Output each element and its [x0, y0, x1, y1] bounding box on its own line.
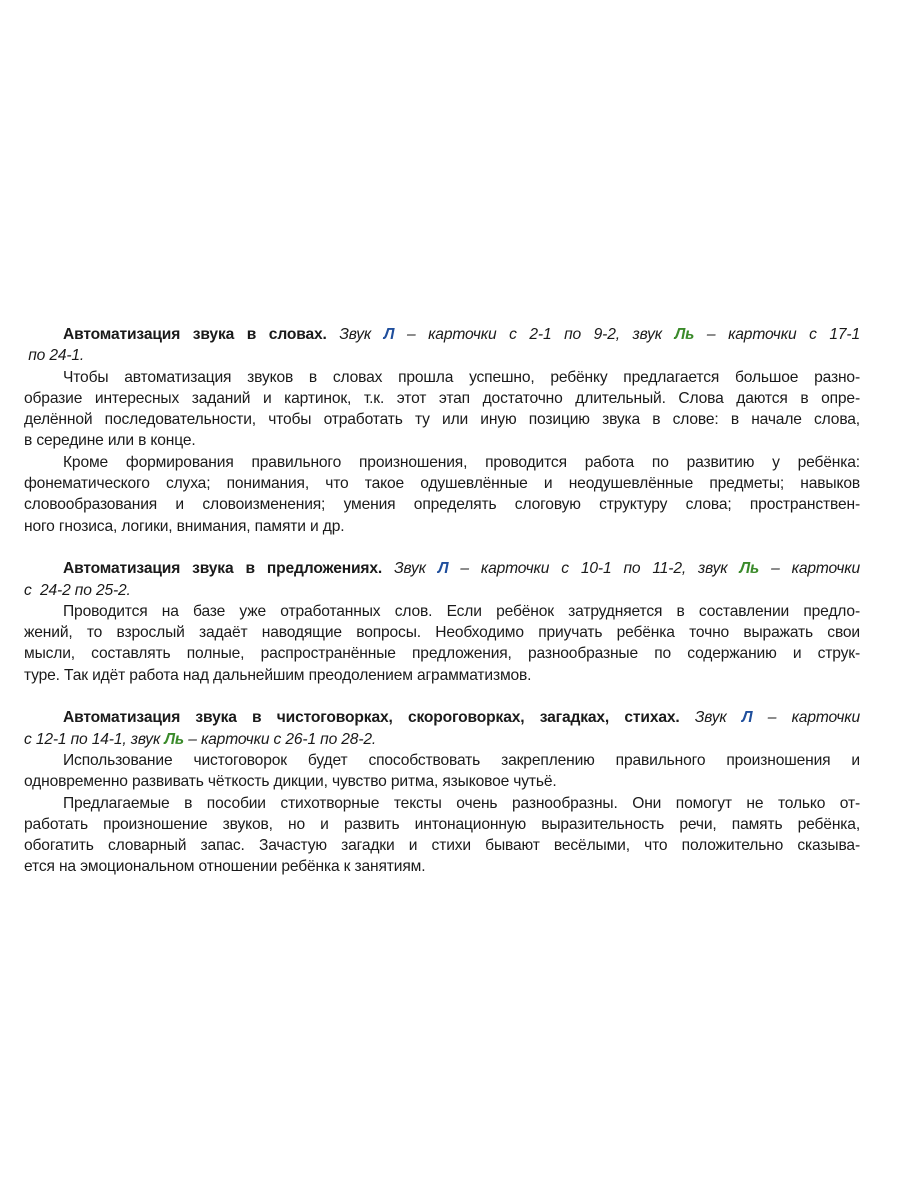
heading-text: – карточки — [767, 709, 860, 727]
text-line: работать произношение звуков, но и развить интонационную выразительность речи, память ребёнка, — [24, 815, 860, 833]
text-line: делённой последовательности, чтобы отработать ту или иную позицию звука в слове: в начале слова, — [24, 411, 860, 429]
section-heading — [24, 558, 860, 579]
sound-l: Л — [437, 560, 449, 578]
heading-title: Автоматизация звука в словах. — [63, 326, 327, 343]
heading-text: – карточки — [771, 560, 861, 578]
text-line: ется на эмоциональном отношении ребёнка к занятиям. — [24, 858, 426, 876]
sound-l-soft: Ль — [674, 326, 695, 343]
text-line: ного гнозиса, логики, внимания, памяти и др. — [24, 517, 345, 535]
text-line: Чтобы автоматизация звуков в словах прошла успешно, ребёнку предлагается большое разно- — [63, 368, 860, 386]
heading-text: Звук — [694, 709, 727, 727]
section-poems — [24, 707, 860, 877]
heading-title: Автоматизация звука в предложениях. — [63, 560, 383, 578]
text-line: туре. Так идёт работа над дальнейшим преодолением аграмматизмов. — [24, 666, 532, 684]
text-line: образие интересных заданий и картинок, т.к. этот этап достаточно длительный. Слова даются в опре- — [24, 389, 860, 407]
sound-l-soft: Ль — [164, 730, 185, 748]
text-line: одновременно развивать чёткость дикции, чувство ритма, языковое чутьё. — [24, 773, 557, 791]
heading-title: Автоматизация звука в чистоговорках, скороговорках, загадках, стихах. — [63, 709, 680, 727]
text-line: Проводится на базе уже отработанных слов. Если ребёнок затрудняется в составлении предло- — [63, 602, 860, 620]
heading-text: по 24-1. — [28, 347, 85, 365]
paragraph — [24, 452, 860, 537]
heading-text: Звук — [339, 326, 372, 343]
text-line: словообразования и словоизменения; умения определять слоговую структуру слова; пространствен- — [24, 496, 860, 514]
paragraphs — [24, 750, 860, 878]
paragraph — [24, 750, 860, 793]
text-line: фонематического слуха; понимания, что такое одушевлённые и неодушевлённые предметы; навыков — [24, 475, 860, 493]
text-line: Предлагаемые в пособии стихотворные тексты очень разнообразны. Они помогут не только от- — [63, 794, 860, 812]
section-sentences — [24, 558, 860, 686]
section-heading-cont — [24, 580, 860, 601]
heading-text: с 12-1 по 14-1, звук — [24, 730, 161, 748]
sound-l-soft: Ль — [739, 560, 760, 578]
text-line: Кроме формирования правильного произношения, проводится работа по развитию у ребёнка: — [63, 453, 860, 471]
sound-l: Л — [741, 709, 753, 727]
paragraph — [24, 601, 860, 686]
paragraphs — [24, 367, 860, 537]
section-heading-cont — [24, 729, 860, 750]
heading-text: с 24-2 по 25-2. — [24, 581, 131, 599]
paragraph — [24, 793, 860, 878]
section-heading — [24, 707, 860, 728]
heading-text: – карточки с 17-1 — [706, 326, 860, 343]
text-line: жений, то взрослый задаёт наводящие вопросы. Необходимо приучать ребёнка точно выражать свои — [24, 624, 860, 642]
text-line: в середине или в конце. — [24, 432, 196, 450]
sound-l: Л — [383, 326, 395, 343]
heading-text: – карточки с 10-1 по 11-2, звук — [460, 560, 728, 578]
heading-text: – карточки с 2-1 по 9-2, звук — [406, 326, 662, 343]
text-line: мысли, составлять полные, распространённые предложения, разнообразные по содержанию и струк- — [24, 645, 860, 663]
heading-text: – карточки с 26-1 по 28-2. — [188, 730, 377, 748]
paragraphs — [24, 601, 860, 686]
section-words — [24, 324, 860, 537]
text-line: обогатить словарный запас. Зачастую загадки и стихи бывают весёлыми, что положительно сказыва- — [24, 837, 860, 855]
heading-text: Звук — [394, 560, 426, 578]
document-page — [24, 324, 860, 878]
section-heading — [24, 324, 860, 345]
paragraph — [24, 367, 860, 452]
section-heading-cont — [24, 345, 860, 366]
text-line: Использование чистоговорок будет способствовать закреплению правильного произношения и — [63, 751, 860, 769]
